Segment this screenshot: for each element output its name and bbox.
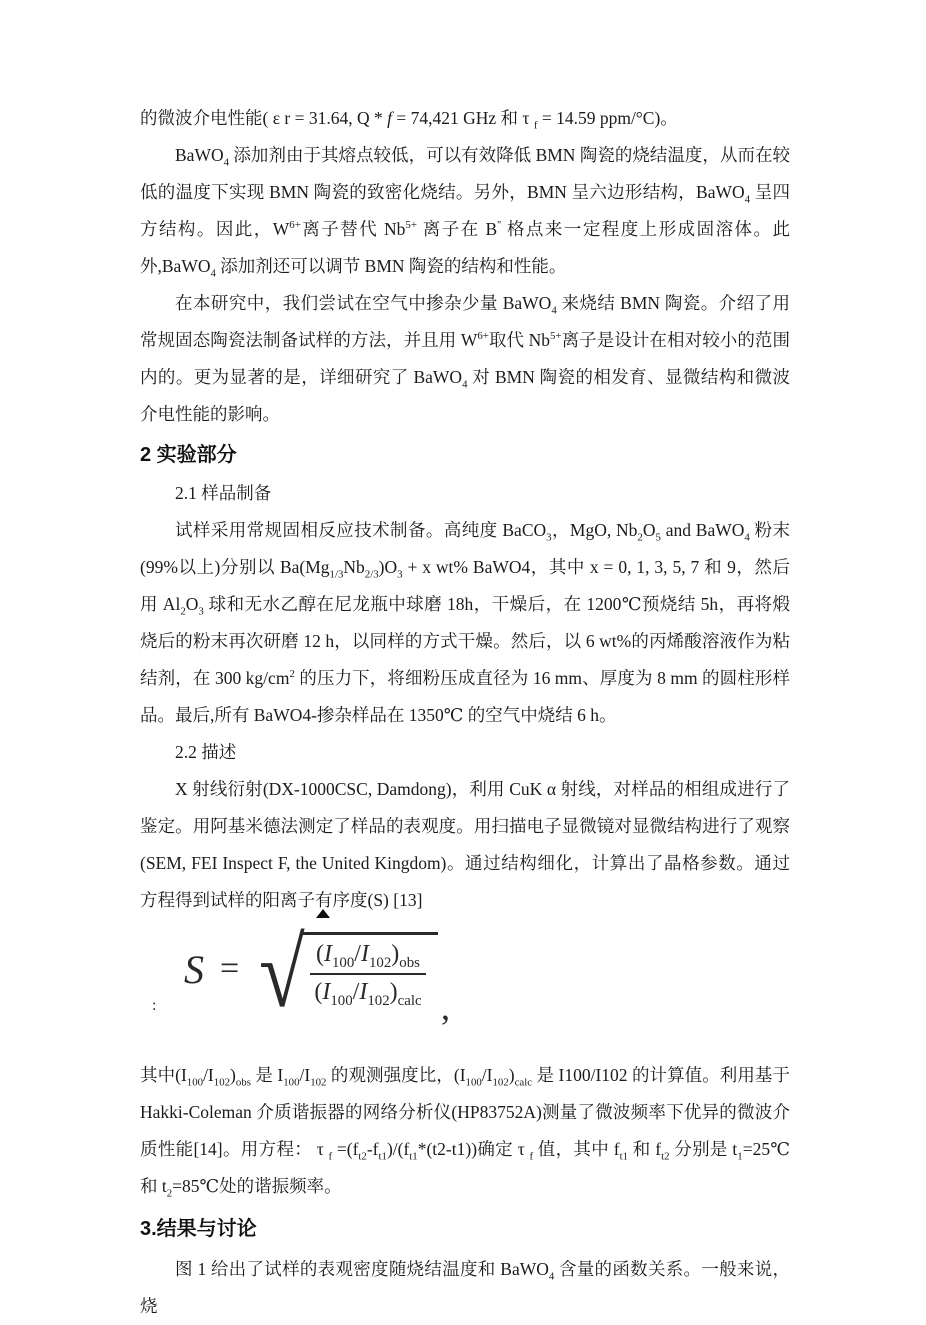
- heading-experimental-section: 2 实验部分: [140, 444, 237, 466]
- equation-fraction: [302, 932, 438, 1009]
- paragraph-tau-f-equation: 其中$(I_{100}/I_{102})_{obs}$ 是 $I_{100}/I_{102}$ 的观测强度比，$(I_{100}/I_{102})_{calc}$ 是 I100/I102 的计算值。利用基于 Hakki-Coleman 介质谐振器的网络分析仪(HP83752A)测量了微波频率下优异的微波介质性能[14]。用方程： τ $_f =(f_{t2}-f_{t1})/(f_{t1}*(t2-t1))$确定 τ $_f$ 值，其中 $f_{t1}$ 和 $f_{t2}$ 分别是 $t_1=25℃$和 $t_2=85℃$处的谐振频率。: [140, 1065, 790, 1200]
- paragraph-bawo4-additive: BaWO$_4$ 添加剂由于其熔点较低，可以有效降低 BMN 陶瓷的烧结温度，从而在较低的温度下实现 BMN 陶瓷的致密化烧结。另外，BMN 呈六边形结构，BaWO$_4$ 呈四方结构。因此，$W^{6+}$离子替代 $Nb^{5+}$ 离子在 B'' 格点来一定程度上形成固溶体。此外,BaWO$_4$ 添加剂还可以调节 BMN 陶瓷的结构和性能。: [140, 145, 791, 280]
- equation-order-parameter: [152, 920, 450, 1028]
- fraction-denominator: $(I_{100}/I_{102})_{calc}$: [314, 979, 422, 1009]
- equals-sign: =: [220, 950, 240, 987]
- heading-characterization: 2.2 描述: [175, 742, 237, 762]
- heading-sample-preparation: 2.1 样品制备: [175, 483, 272, 503]
- paragraph-figure1-intro: 图 1 给出了试样的表观密度随烧结温度和 BaWO$_4$ 含量的函数关系。一般来说，烧: [140, 1259, 791, 1316]
- paragraph-study-intro: 在本研究中，我们尝试在空气中掺杂少量 BaWO$_4$ 来烧结 BMN 陶瓷。介绍了用常规固态陶瓷法制备试样的方法，并且用 $W^{6+}$取代 $Nb^{5+}$离子是设计在相对较小的范围内的。更为显著的是，详细研究了 BaWO$_4$ 对 BMN 陶瓷的相发育、显微结构和微波介电性能的影响。: [140, 293, 791, 424]
- text-cursor-artifact: [316, 909, 330, 918]
- paragraph-sample-preparation: 试样采用常规固相反应技术制备。高纯度 BaCO$_3$，MgO, $Nb_2O_5$ and BaWO$_4$ 粉末(99%以上)分别以 $Ba(Mg_{1/3}Nb_{2/3})O_3 + x$ wt% BaWO4，其中 x = 0, 1, 3, 5, 7 和 9，然后用 $Al_2O_3$ 球和无水乙醇在尼龙瓶中球磨 18h，干燥后，在 1200℃预烧结 5h，再将煅烧后的粉末再次研磨 12 h，以同样的方式干燥。然后，以 6 wt%的丙烯酸溶液作为粘结剂，在 300 $kg/cm^2$ 的压力下，将细粉压成直径为 16 mm、厚度为 8 mm 的圆柱形样品。最后,所有 BaWO4-掺杂样品在 1350℃ 的空气中烧结 6 h。: [140, 520, 791, 725]
- equation-comma: ,: [440, 987, 450, 1027]
- paragraph-dielectric-properties: 的微波介电性能( ε r = 31.64, Q * f = 74,421 GHz 和 τ $_f$ = 14.59 ppm/°C)。: [140, 108, 678, 132]
- equation-row: S = √ $\frac{(I_{100}/I_{102})_{obs}}{(I_{100}/I_{102})_{calc}}$ ,: [184, 920, 450, 1028]
- fraction-numerator: $(I_{100}/I_{102})_{obs}$: [310, 941, 426, 975]
- colon-artifact: :: [152, 997, 157, 1014]
- equation-lhs: S: [184, 946, 204, 992]
- heading-results-discussion: 3.结果与讨论: [140, 1218, 257, 1240]
- paragraph-xrd-characterization: X 射线衍射(DX-1000CSC, Damdong)，利用 CuK α 射线，对样品的相组成进行了鉴定。用阿基米德法测定了样品的表观度。用扫描电子显微镜对显微结构进行了观察(SEM, FEI Inspect F, the United Kingdom)。通过结构细化，计算出了晶格参数。通过方程得到试样的阳离子有序度(S) [13]: [140, 779, 790, 910]
